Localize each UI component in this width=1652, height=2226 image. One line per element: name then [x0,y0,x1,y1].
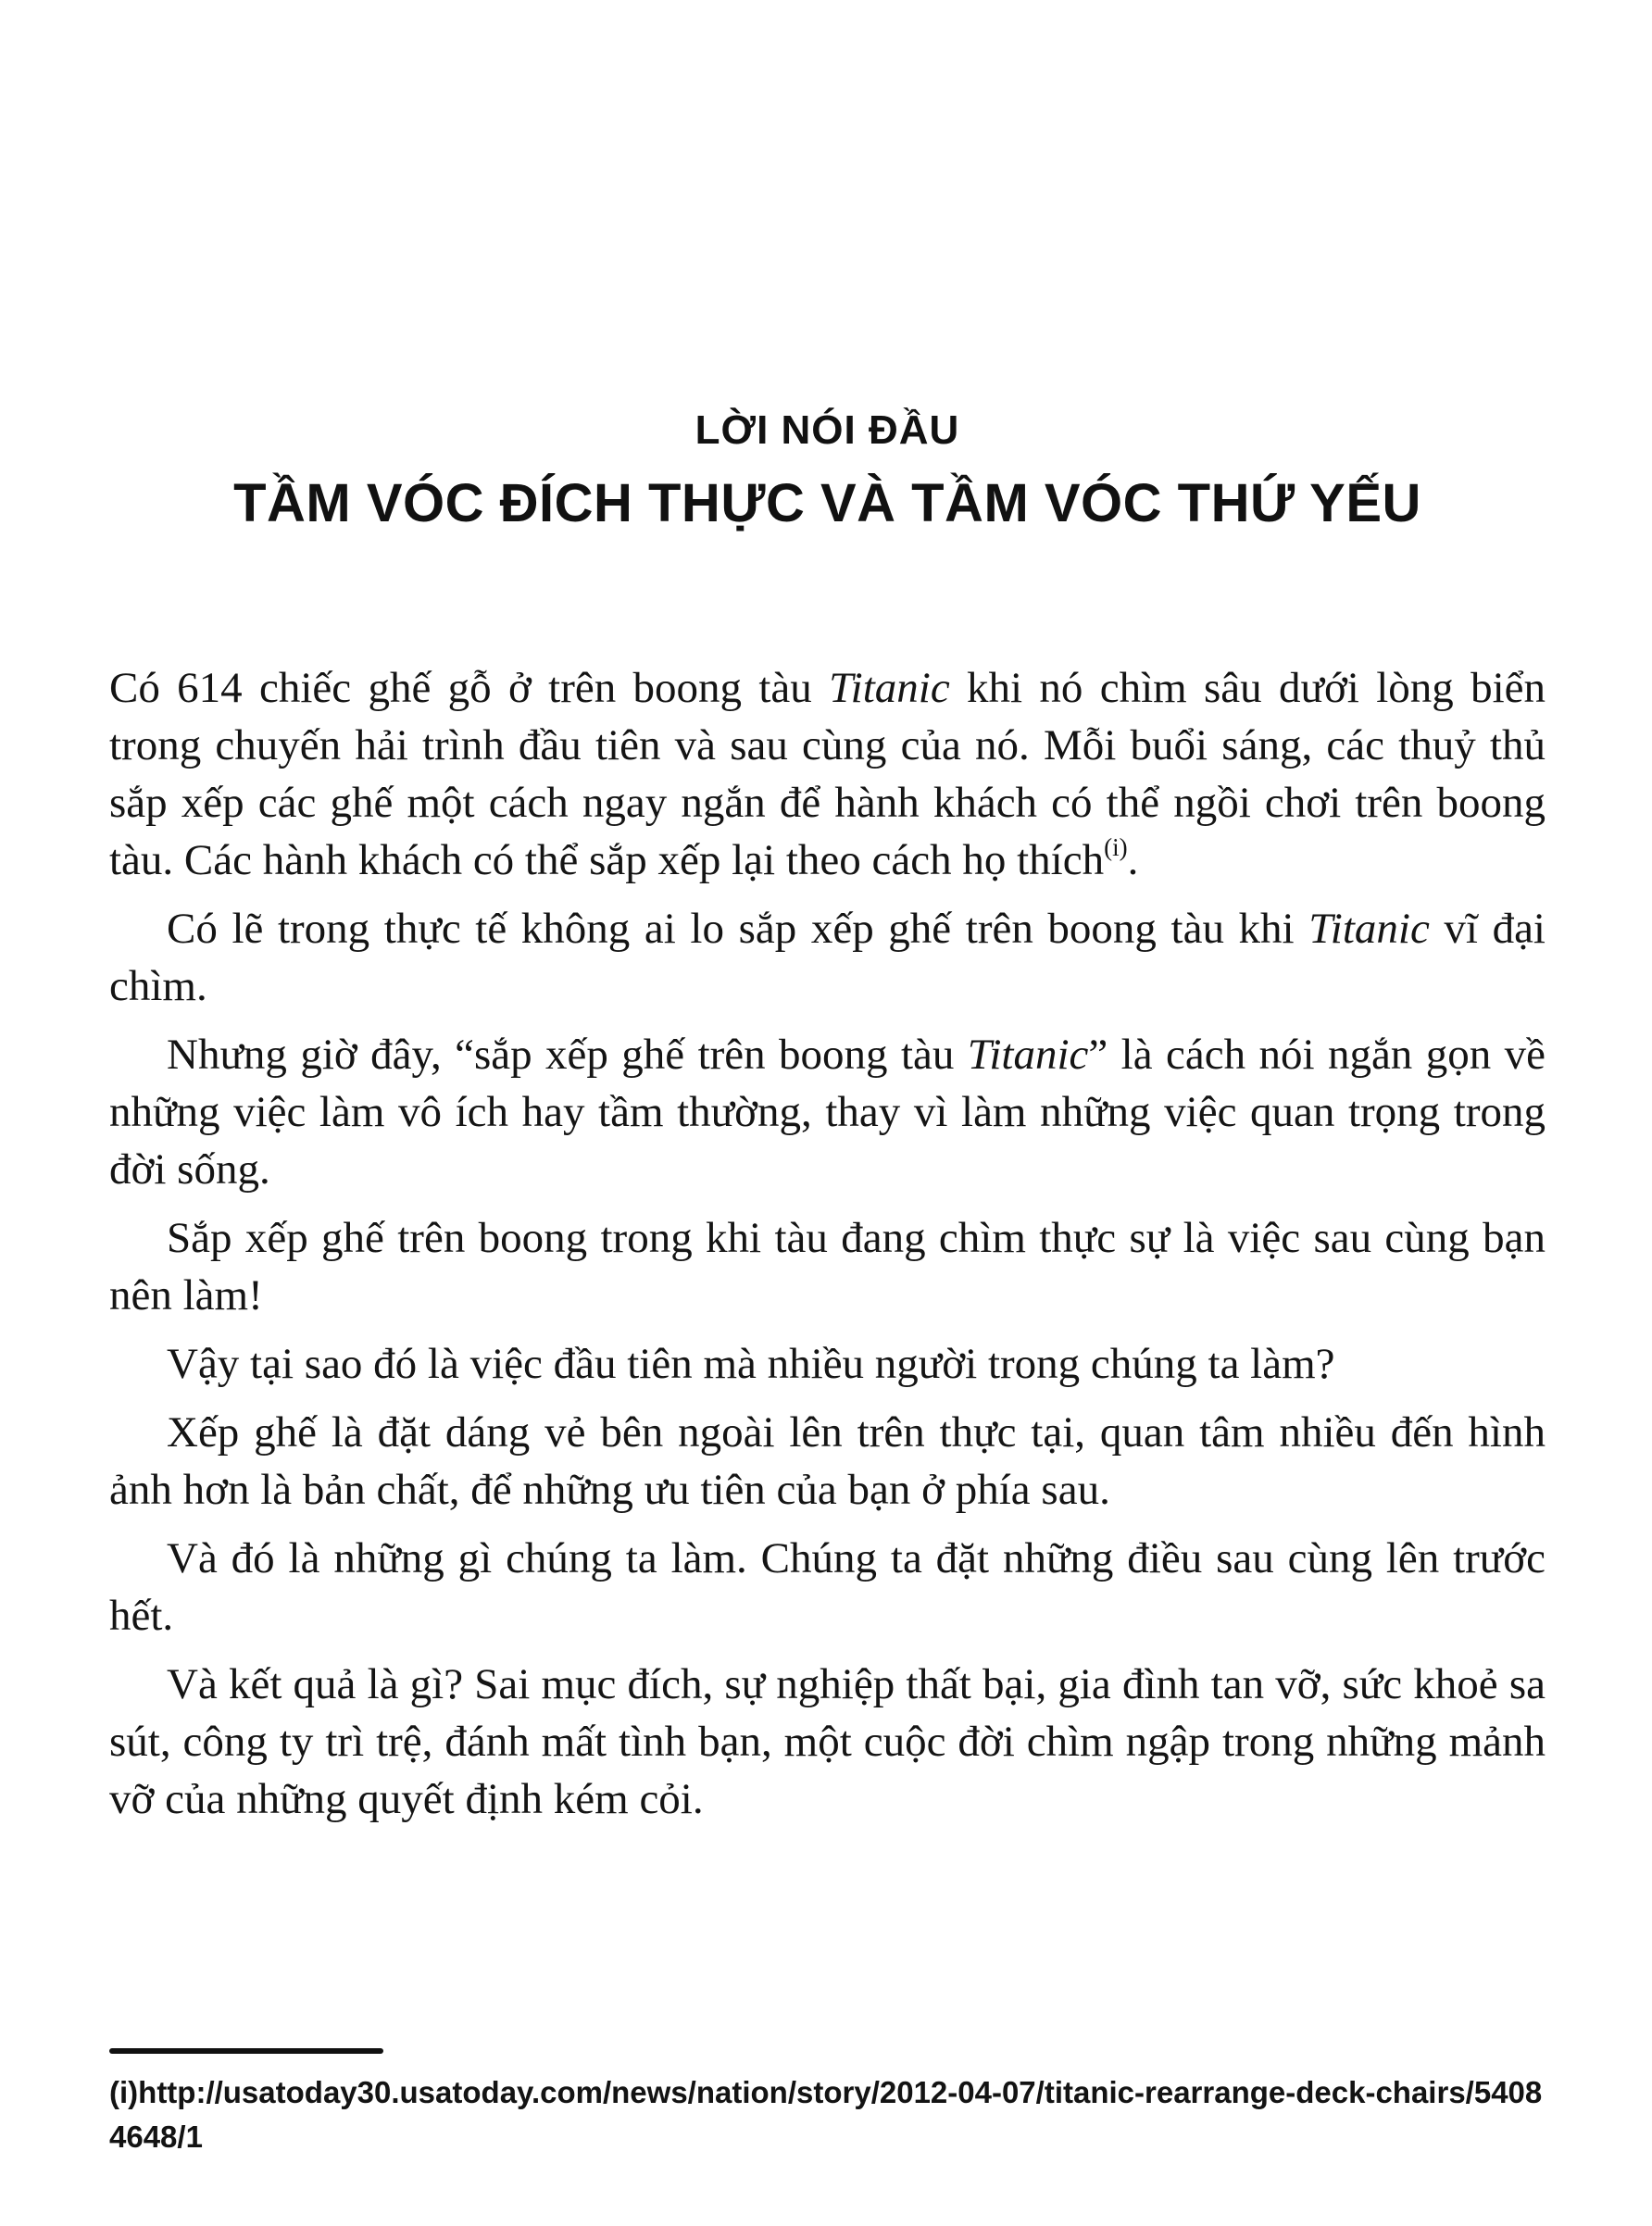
chapter-kicker: LỜI NÓI ĐẦU [695,407,960,453]
paragraph [109,900,1546,1015]
titanic-italic: Titanic [829,663,950,712]
text-segment: Xếp ghế là đặt dáng vẻ bên ngoài lên trên thực tại, quan tâm nhiều đến hình ảnh hơn là bản chất, để những ưu tiên của bạn ở phía sau. [109,1407,1546,1514]
footnote-url: http://usatoday30.usatoday.com/news/nation/story/2012-04-07/titanic-rearrange-deck-chairs/54084648/1 [109,2075,1543,2154]
paragraph [109,1530,1546,1644]
body-text [109,659,1546,1828]
titanic-italic: Titanic [1308,904,1430,953]
text-segment: Sắp xếp ghế trên boong trong khi tàu đang chìm thực sự là việc sau cùng bạn nên làm! [109,1213,1546,1319]
footnote-divider [109,2048,383,2054]
text-segment: vĩ đại chìm. [109,904,1546,1010]
text-segment: Có 614 chiếc ghế gỗ ở trên boong tàu [109,663,830,712]
footnote-area [109,2048,1546,2159]
text-segment: Và đó là những gì chúng ta làm. Chúng ta đặt những điều sau cùng lên trước hết. [109,1533,1546,1640]
text-segment: ” là cách nói ngắn gọn về những việc làm vô ích hay tầm thường, thay vì làm những việc quan trọng trong đời sống. [109,1030,1546,1194]
footnote-text [109,2070,1546,2159]
text-segment: Và kết quả là gì? Sai mục đích, sự nghiệp thất bại, gia đình tan vỡ, sức khoẻ sa sút, công ty trì trệ, đánh mất tình bạn, một cuộc đời chìm ngập trong những mảnh vỡ của những quyết định kém cỏi. [109,1659,1546,1823]
paragraph [109,1656,1546,1828]
paragraph [109,1026,1546,1198]
paragraph [109,1335,1546,1393]
footnote-reference: (i) [1104,832,1128,861]
paragraph [109,1404,1546,1519]
text-segment: khi nó chìm sâu dưới lòng biển trong chuyến hải trình đầu tiên và sau cùng của nó. Mỗi buổi sáng, các thuỷ thủ sắp xếp các ghế một cách ngay ngắn để hành khách có thể ngồi chơi trên boong tàu. Các hành khách có thể sắp xếp lại theo cách họ thích [109,663,1546,884]
text-segment: Vậy tại sao đó là việc đầu tiên mà nhiều người trong chúng ta làm? [167,1339,1335,1388]
titanic-italic: Titanic [967,1030,1089,1079]
paragraph [109,1209,1546,1324]
footnote-marker: (i) [109,2075,139,2109]
paragraph [109,659,1546,889]
chapter-heading [109,0,1546,535]
chapter-title: TẦM VÓC ĐÍCH THỰC VÀ TẦM VÓC THỨ YẾU [233,473,1421,534]
text-segment: Có lẽ trong thực tế không ai lo sắp xếp ghế trên boong tàu khi [167,904,1309,953]
text-segment: Nhưng giờ đây, “sắp xếp ghế trên boong tàu [167,1030,968,1079]
text-segment: . [1127,835,1139,884]
page-content [109,0,1546,1839]
